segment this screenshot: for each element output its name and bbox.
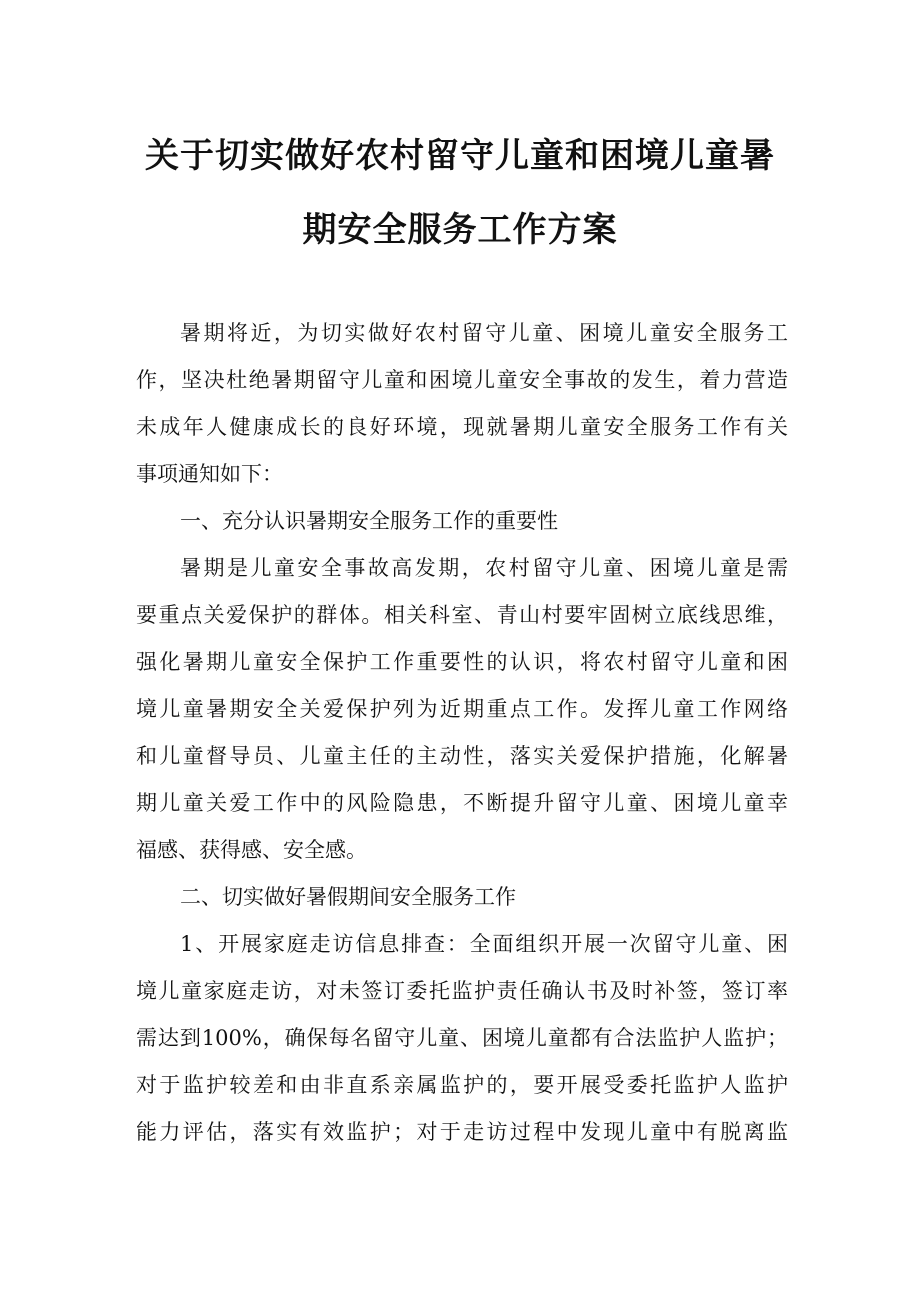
paragraph-1-line-4: 事项通知如下：	[136, 462, 283, 486]
paragraph-3-line-4: 对于监护较差和由非直系亲属监护的，要开展受委托监护人监护	[136, 1073, 788, 1097]
section-heading-1: 一、充分认识暑期安全服务工作的重要性	[180, 509, 558, 533]
paragraph-1-line-1: 暑期将近，为切实做好农村留守儿童、困境儿童安全服务工	[180, 321, 788, 345]
paragraph-2-line-2: 要重点关爱保护的群体。相关科室、青山村要牢固树立底线思维，	[136, 603, 788, 627]
paragraph-2-line-5: 和儿童督导员、儿童主任的主动性，落实关爱保护措施，化解暑	[136, 744, 788, 768]
paragraph-1-line-2: 作，坚决杜绝暑期留守儿童和困境儿童安全事故的发生，着力营造	[136, 368, 788, 392]
paragraph-3-line-5: 能力评估，落实有效监护；对于走访过程中发现儿童中有脱离监	[136, 1120, 788, 1144]
paragraph-1-line-3: 未成年人健康成长的良好环境，现就暑期儿童安全服务工作有关	[136, 415, 788, 439]
paragraph-2-line-7: 福感、获得感、安全感。	[136, 838, 367, 862]
paragraph-2-line-6: 期儿童关爱工作中的风险隐患，不断提升留守儿童、困境儿童幸	[136, 791, 788, 815]
paragraph-3-line-1: 1、开展家庭走访信息排查：全面组织开展一次留守儿童、困	[180, 932, 788, 956]
document-title-line-2: 期安全服务工作方案	[302, 210, 618, 250]
paragraph-2-line-1: 暑期是儿童安全事故高发期，农村留守儿童、困境儿童是需	[180, 556, 788, 580]
paragraph-3-line-3: 需达到100%，确保每名留守儿童、困境儿童都有合法监护人监护；	[136, 1026, 788, 1050]
paragraph-3-line-2: 境儿童家庭走访，对未签订委托监护责任确认书及时补签，签订率	[136, 979, 788, 1003]
paragraph-2-line-3: 强化暑期儿童安全保护工作重要性的认识，将农村留守儿童和困	[136, 650, 788, 674]
section-heading-2: 二、切实做好暑假期间安全服务工作	[180, 885, 516, 909]
document-title-line-1: 关于切实做好农村留守儿童和困境儿童暑	[145, 136, 775, 176]
paragraph-2-line-4: 境儿童暑期安全关爱保护列为近期重点工作。发挥儿童工作网络	[136, 697, 788, 721]
